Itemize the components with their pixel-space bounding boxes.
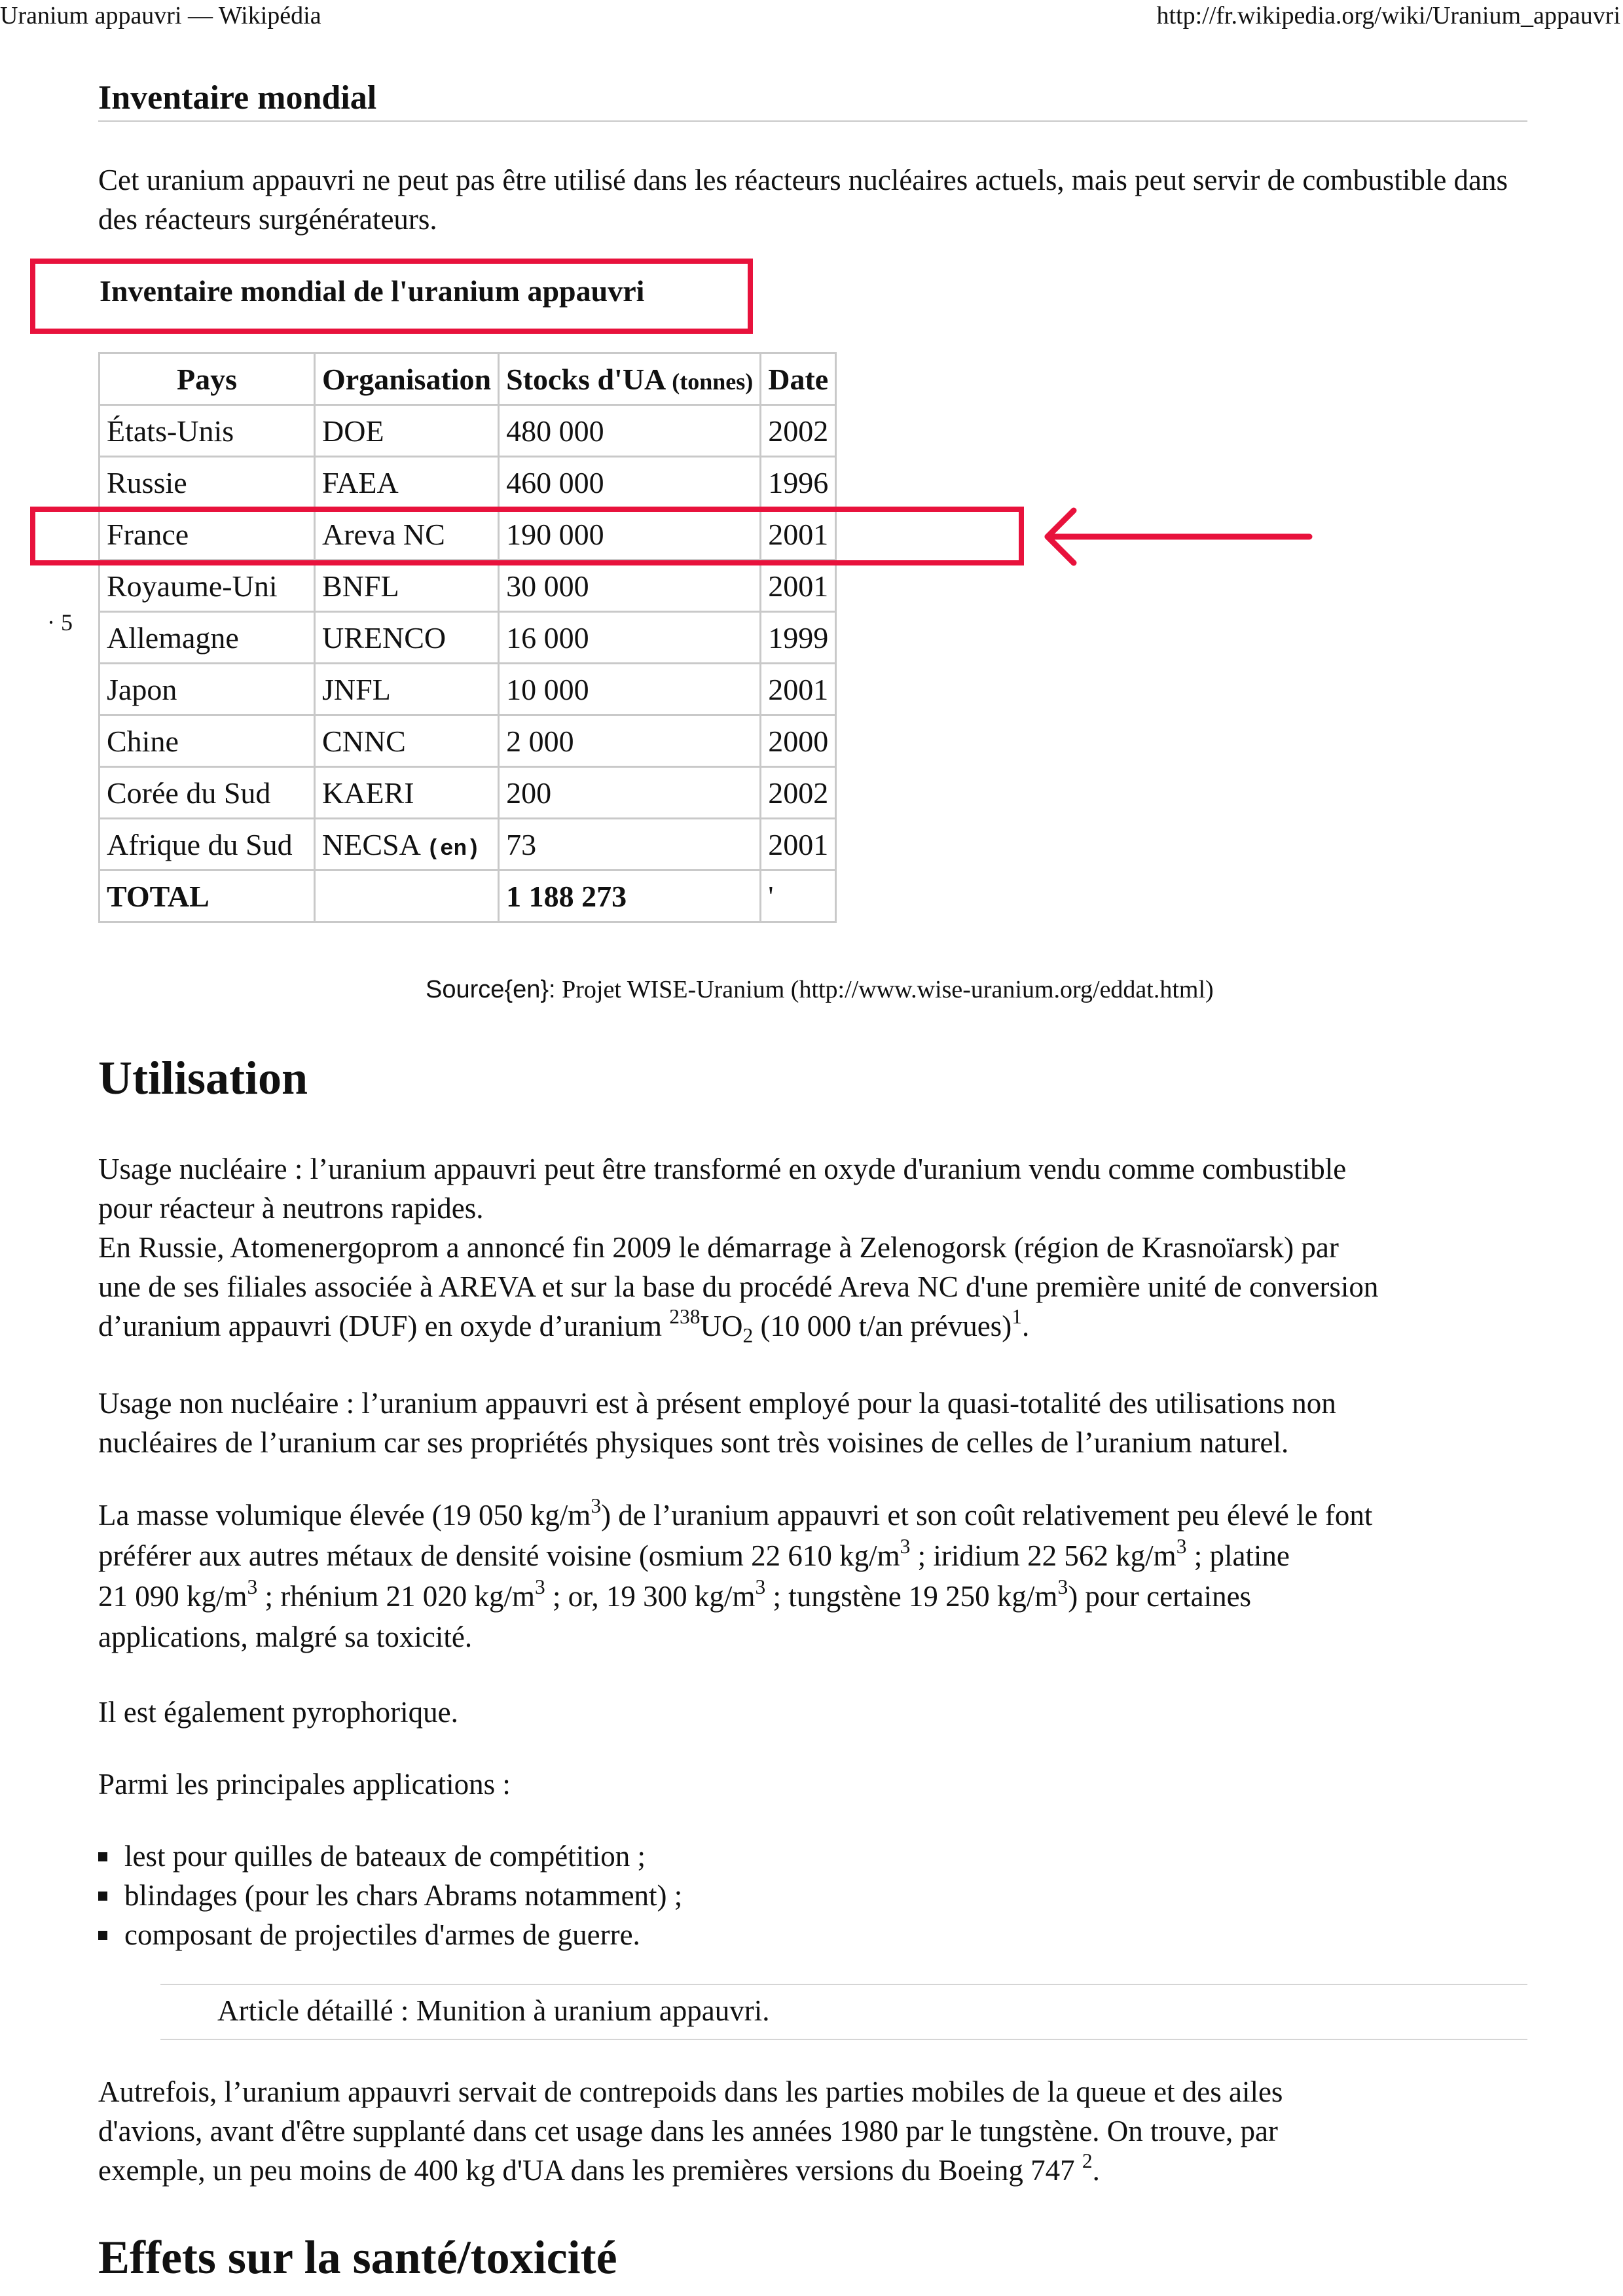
section-heading-utilisation: Utilisation xyxy=(98,1052,308,1104)
cell-pays: France xyxy=(100,509,315,560)
col-header-stocks: Stocks d'UA (tonnes) xyxy=(499,353,761,405)
cell-pays: Royaume-Uni xyxy=(100,560,315,612)
paragraph-applications-intro: Parmi les principales applications : xyxy=(98,1768,511,1801)
table-row xyxy=(100,715,836,767)
margin-note: · 5 xyxy=(47,609,73,636)
cell-pays: Afrique du Sud xyxy=(100,819,315,870)
cell-total-org xyxy=(315,870,499,922)
cell-date: 2001 xyxy=(761,664,836,715)
cell-stocks: 10 000 xyxy=(499,664,761,715)
cell-stocks: 190 000 xyxy=(499,509,761,560)
reference-link[interactable]: 2 xyxy=(1082,2149,1093,2172)
text-line: d’uranium appauvri (DUF) en oxyde d’uranium $^{238}UO_2$ (10 000 t/an prévues)$^1$. xyxy=(98,1304,1030,1347)
cell-date: 2001 xyxy=(761,509,836,560)
cell-pays: Allemagne xyxy=(100,612,315,664)
text-line: préférer aux autres métaux de densité voisine (osmium 22 610 $kg/m^3$ ; iridium 22 562 $kg/m^3$ ; platine xyxy=(98,1534,1290,1572)
table-row xyxy=(100,767,836,819)
col-header-pays: Pays xyxy=(100,353,315,405)
source-label: Source{en}: xyxy=(426,976,556,1003)
text-line: applications, malgré sa toxicité. xyxy=(98,1621,473,1653)
text-line: exemple, un peu moins de 400 kg d'UA dans les premières versions du Boeing 747 $^2$. xyxy=(98,2149,1100,2187)
list-item: lest pour quilles de bateaux de compétition ; xyxy=(98,1837,682,1876)
section-heading-effets: Effets sur la santé/toxicité xyxy=(98,2231,617,2284)
text-line: En Russie, Atomenergoprom a annoncé fin 2009 le démarrage à Zelenogorsk (région de Krasnoïarsk) par xyxy=(98,1231,1339,1264)
col-header-unit: (tonnes) xyxy=(672,368,754,395)
bullet-icon xyxy=(98,1931,107,1940)
text-line: 21 090 $kg/m^3$ ; rhénium 21 020 $kg/m^3$ ; or, 19 300 $kg/m^3$ ; tungstène 19 250 $kg/m^3$) pour certaines xyxy=(98,1575,1252,1613)
cell-date: 2002 xyxy=(761,767,836,819)
paragraph-usage-nucleaire xyxy=(98,1149,1532,1346)
cell-pays: Corée du Sud xyxy=(100,767,315,819)
cell-organisation[interactable]: URENCO xyxy=(315,612,499,664)
page-url[interactable]: http://fr.wikipedia.org/wiki/Uranium_appauvri xyxy=(1156,2,1620,29)
annotation-box-france-row xyxy=(30,507,1024,565)
cell-stocks: 460 000 xyxy=(499,457,761,509)
table-row xyxy=(100,612,836,664)
bullet-icon xyxy=(98,1852,107,1861)
cell-date: 2001 xyxy=(761,560,836,612)
text-line: une de ses filiales associée à AREVA et sur la base du procédé Areva NC d'une première unité de conversion xyxy=(98,1270,1379,1303)
cell-date: 1996 xyxy=(761,457,836,509)
cell-pays: États-Unis xyxy=(100,405,315,457)
table-header-row xyxy=(100,353,836,405)
text-line: pour réacteur à neutrons rapides. xyxy=(98,1192,484,1225)
table-total-row xyxy=(100,870,836,922)
text-line: nucléaires de l’uranium car ses propriétés physiques sont très voisines de celles de l’uranium naturel. xyxy=(98,1426,1289,1459)
detail-article-link[interactable]: Article détaillé : Munition à uranium appauvri. xyxy=(217,1994,770,2027)
bullet-icon xyxy=(98,1892,107,1901)
table-caption: Inventaire mondial de l'uranium appauvri xyxy=(100,274,645,308)
list-item: blindages (pour les chars Abrams notamment) ; xyxy=(98,1876,682,1915)
table-row xyxy=(100,560,836,612)
cell-total-label: TOTAL xyxy=(100,870,315,922)
cell-pays: Chine xyxy=(100,715,315,767)
list-item: composant de projectiles d'armes de guerre. xyxy=(98,1915,682,1954)
cell-date: 1999 xyxy=(761,612,836,664)
section-heading-inventaire: Inventaire mondial xyxy=(98,79,377,117)
paragraph-masse-volumique xyxy=(98,1495,1532,1657)
cell-stocks: 480 000 xyxy=(499,405,761,457)
page-title: Uranium appauvri — Wikipédia xyxy=(0,2,321,29)
paragraph-usage-non-nucleaire xyxy=(98,1384,1532,1462)
cell-organisation[interactable]: CNNC xyxy=(315,715,499,767)
cell-date: 2002 xyxy=(761,405,836,457)
applications-list xyxy=(98,1837,682,1954)
cell-organisation[interactable]: BNFL xyxy=(315,560,499,612)
paragraph-pyrophorique: Il est également pyrophorique. xyxy=(98,1696,458,1729)
table-row xyxy=(100,457,836,509)
cell-pays: Russie xyxy=(100,457,315,509)
cell-organisation[interactable]: DOE xyxy=(315,405,499,457)
heading-rule xyxy=(98,120,1527,122)
cell-date: 2000 xyxy=(761,715,836,767)
cell-organisation[interactable]: KAERI xyxy=(315,767,499,819)
text-line: d'avions, avant d'être supplanté dans cet usage dans les années 1980 par le tungstène. On trouve, par xyxy=(98,2115,1278,2147)
cell-organisation[interactable]: FAEA xyxy=(315,457,499,509)
table-row xyxy=(100,664,836,715)
reference-link[interactable]: 1 xyxy=(1012,1304,1022,1328)
text-line: Usage non nucléaire : l’uranium appauvri est à présent employé pour la quasi-totalité des utilisations non xyxy=(98,1387,1336,1420)
cell-pays: Japon xyxy=(100,664,315,715)
cell-stocks: 16 000 xyxy=(499,612,761,664)
text-line: Autrefois, l’uranium appauvri servait de contrepoids dans les parties mobiles de la queue et des ailes xyxy=(98,2075,1283,2108)
lang-tag-en: (en) xyxy=(426,836,481,862)
table-source xyxy=(426,975,1214,1004)
cell-date: 2001 xyxy=(761,819,836,870)
table-row xyxy=(100,819,836,870)
col-header-organisation: Organisation xyxy=(315,353,499,405)
cell-total-date: ' xyxy=(761,870,836,922)
inventory-table xyxy=(98,352,837,923)
inventaire-intro: Cet uranium appauvri ne peut pas être utilisé dans les réacteurs nucléaires actuels, mais peut servir de combustible dans des réacteurs surgénérateurs. xyxy=(98,164,1508,236)
source-link[interactable]: Projet WISE-Uranium (http://www.wise-uranium.org/eddat.html) xyxy=(562,976,1214,1003)
cell-total-stocks: 1 188 273 xyxy=(499,870,761,922)
cell-stocks: 200 xyxy=(499,767,761,819)
table-row xyxy=(100,405,836,457)
cell-organisation[interactable]: NECSA (en) xyxy=(315,819,499,870)
cell-organisation[interactable]: Areva NC xyxy=(315,509,499,560)
cell-stocks: 73 xyxy=(499,819,761,870)
paragraph-contrepoids xyxy=(98,2072,1532,2190)
cell-stocks: 2 000 xyxy=(499,715,761,767)
text-line: La masse volumique élevée (19 050 $kg/m^3$) de l’uranium appauvri et son coût relativement peu élevé le font xyxy=(98,1494,1373,1532)
cell-organisation[interactable]: JNFL xyxy=(315,664,499,715)
cell-stocks: 30 000 xyxy=(499,560,761,612)
annotation-arrow-icon xyxy=(1028,504,1316,569)
col-header-date: Date xyxy=(761,353,836,405)
text-line: Usage nucléaire : l’uranium appauvri peut être transformé en oxyde d'uranium vendu comme combustible xyxy=(98,1153,1347,1185)
